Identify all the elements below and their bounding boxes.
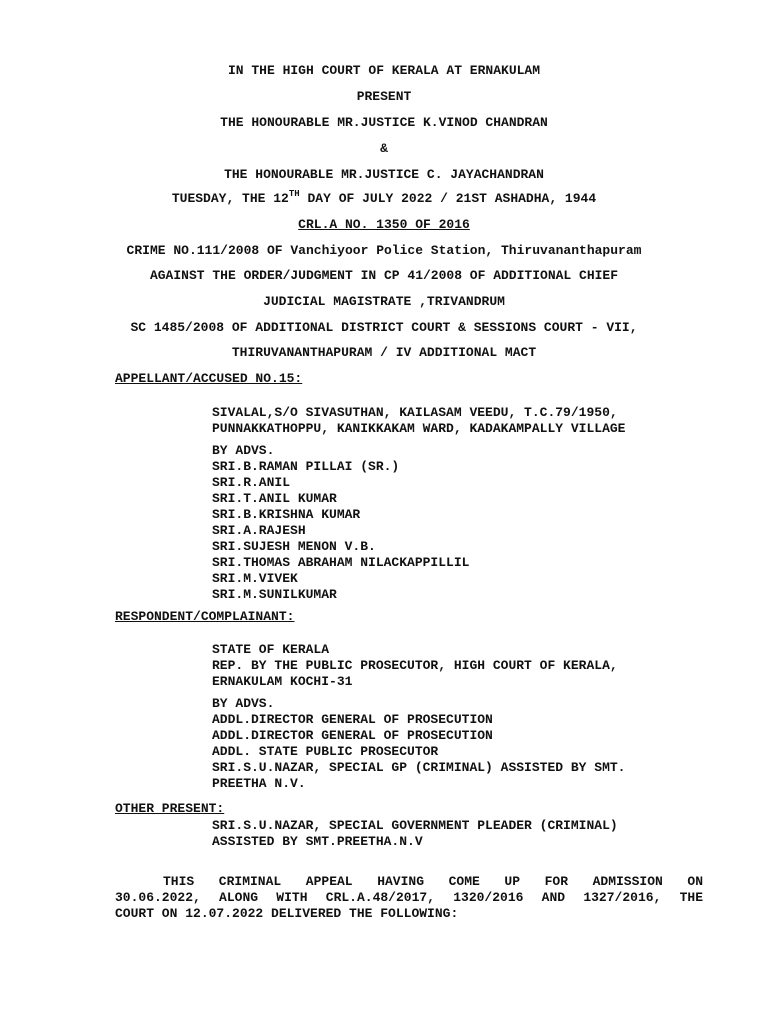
justice-1: THE HONOURABLE MR.JUSTICE K.VINOD CHANDRAN bbox=[220, 115, 548, 130]
respondent-by-advs: BY ADVS. bbox=[212, 696, 275, 711]
respondent-heading: RESPONDENT/COMPLAINANT: bbox=[115, 609, 295, 624]
appellant-advocate: SRI.R.ANIL bbox=[212, 475, 291, 490]
respondent-advocate: ADDL.DIRECTOR GENERAL OF PROSECUTION bbox=[212, 728, 493, 743]
other-present-block bbox=[212, 818, 712, 850]
case-number bbox=[0, 217, 768, 233]
appellant-advocate: SRI.THOMAS ABRAHAM NILACKAPPILLIL bbox=[212, 555, 470, 570]
justice-2: THE HONOURABLE MR.JUSTICE C. JAYACHANDRAN bbox=[224, 167, 544, 182]
respondent-advocate: ADDL.DIRECTOR GENERAL OF PROSECUTION bbox=[212, 712, 493, 727]
respondent-advocate: PREETHA N.V. bbox=[212, 776, 306, 791]
court-name: IN THE HIGH COURT OF KERALA AT ERNAKULAM bbox=[227, 63, 541, 78]
date-suffix: DAY OF JULY 2022 / 21ST ASHADHA, 1944 bbox=[299, 191, 597, 206]
sessions-case-line-1: SC 1485/2008 OF ADDITIONAL DISTRICT COURT & SESSIONS COURT - VII, bbox=[130, 320, 638, 335]
respondent-rep-2: ERNAKULAM KOCHI-31 bbox=[212, 674, 353, 689]
other-present-line-1: SRI.S.U.NAZAR, SPECIAL GOVERNMENT PLEADER (CRIMINAL) bbox=[212, 818, 618, 833]
closing-line-1: THIS CRIMINAL APPEAL HAVING COME UP FOR ADMISSION ON bbox=[163, 874, 703, 889]
closing-line-2: 30.06.2022, ALONG WITH CRL.A.48/2017, 1320/2016 AND 1327/2016, THE bbox=[115, 890, 703, 905]
against-order-line-1: AGAINST THE ORDER/JUDGMENT IN CP 41/2008 OF ADDITIONAL CHIEF bbox=[149, 268, 619, 283]
respondent-block bbox=[212, 642, 712, 792]
appellant-block bbox=[212, 405, 712, 603]
appellant-advocate: SRI.A.RAJESH bbox=[212, 523, 306, 538]
appellant-advocate: SRI.B.KRISHNA KUMAR bbox=[212, 507, 361, 522]
respondent-advocate: SRI.S.U.NAZAR, SPECIAL GP (CRIMINAL) ASSISTED BY SMT. bbox=[212, 760, 626, 775]
appellant-address-1: SIVALAL,S/O SIVASUTHAN, KAILASAM VEEDU, T.C.79/1950, bbox=[212, 405, 618, 420]
closing-paragraph bbox=[115, 874, 703, 922]
other-present-heading: OTHER PRESENT: bbox=[115, 801, 225, 816]
date-superscript: TH bbox=[288, 188, 300, 199]
appellant-advocate: SRI.SUJESH MENON V.B. bbox=[212, 539, 376, 554]
respondent-advocate: ADDL. STATE PUBLIC PROSECUTOR bbox=[212, 744, 439, 759]
against-order-line-2: JUDICIAL MAGISTRATE ,TRIVANDRUM bbox=[263, 294, 505, 309]
judgment-date bbox=[0, 188, 768, 207]
date-prefix: TUESDAY, THE 12 bbox=[171, 191, 289, 206]
appellant-advocate: SRI.T.ANIL KUMAR bbox=[212, 491, 337, 506]
appellant-by-advs: BY ADVS. bbox=[212, 443, 275, 458]
appellant-heading: APPELLANT/ACCUSED NO.15: bbox=[115, 371, 303, 386]
respondent-rep-1: REP. BY THE PUBLIC PROSECUTOR, HIGH COURT OF KERALA, bbox=[212, 658, 618, 673]
ampersand: & bbox=[380, 141, 388, 156]
appellant-advocate: SRI.B.RAMAN PILLAI (SR.) bbox=[212, 459, 400, 474]
appellant-advocate: SRI.M.VIVEK bbox=[212, 571, 298, 586]
other-present-line-2: ASSISTED BY SMT.PREETHA.N.V bbox=[212, 834, 423, 849]
crime-number: CRIME NO.111/2008 OF Vanchiyoor Police Station, Thiruvananthapuram bbox=[126, 243, 642, 258]
appellant-address-2: PUNNAKKATHOPPU, KANIKKAKAM WARD, KADAKAMPALLY VILLAGE bbox=[212, 421, 626, 436]
closing-line-3: COURT ON 12.07.2022 DELIVERED THE FOLLOWING: bbox=[115, 906, 459, 921]
sessions-case-line-2: THIRUVANANTHAPURAM / IV ADDITIONAL MACT bbox=[231, 345, 537, 360]
present-label: PRESENT bbox=[356, 89, 412, 104]
respondent-name: STATE OF KERALA bbox=[212, 642, 330, 657]
case-number-text: CRL.A NO. 1350 OF 2016 bbox=[298, 217, 470, 232]
appellant-advocate: SRI.M.SUNILKUMAR bbox=[212, 587, 337, 602]
